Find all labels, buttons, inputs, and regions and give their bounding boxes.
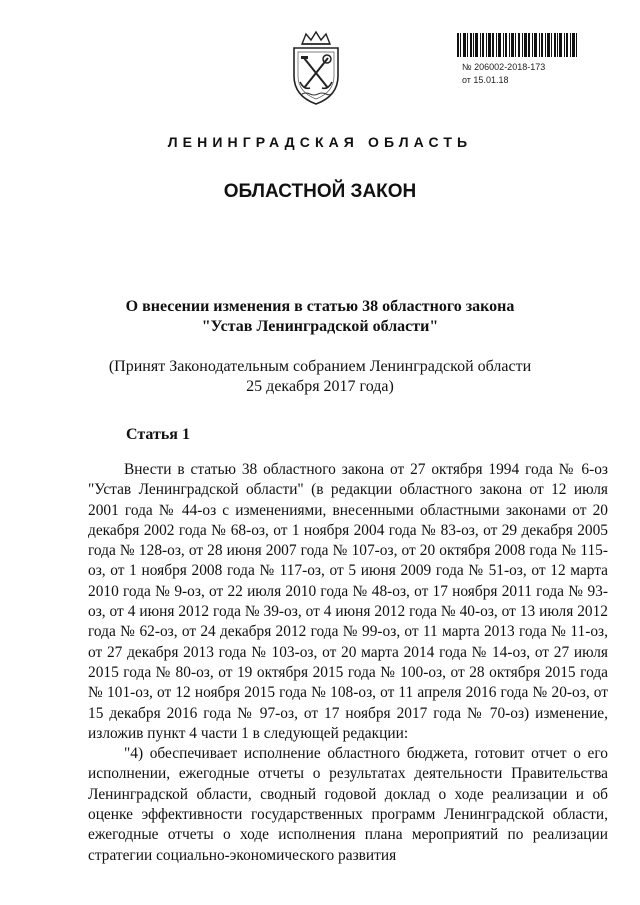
adoption-note xyxy=(0,357,640,397)
registration-number: № 206002-2018-173 xyxy=(462,62,546,72)
registration-date: от 15.01.18 xyxy=(462,75,509,85)
article-body xyxy=(88,460,608,866)
adoption-note-line-1: (Принят Законодательным собранием Ленинградской области xyxy=(108,358,532,375)
adoption-note-line-2: 25 декабря 2017 года) xyxy=(246,378,394,395)
body-paragraph-1: Внести в статью 38 областного закона от 27 октября 1994 года № 6-оз "Устав Ленинградской области" (в редакции областного закона от 12 июля 2001 года № 44-оз с изменениями, внесенными областными законами от 20 декабря 2002 года № 68-оз, от 1 ноября 2004 года № 83-оз, от 29 декабря 2005 года № 128-оз, от 28 июня 2007 года № 107-оз, от 20 октября 2008 года № 115-оз, от 1 ноября 2008 года № 117-оз, от 5 июня 2009 года № 51-оз, от 12 марта 2010 года № 9-оз, от 22 июля 2010 года № 48-оз, от 17 ноября 2011 года № 93-оз, от 4 июня 2012 года № 39-оз, от 4 июня 2012 года № 40-оз, от 13 июля 2012 года № 62-оз, от 24 декабря 2012 года № 99-оз, от 11 марта 2013 года № 11-оз, от 27 декабря 2013 года № 103-оз, от 20 марта 2014 года № 14-оз, от 27 июля 2015 года № 80-оз, от 19 октября 2015 года № 100-оз, от 28 октября 2015 года № 101-оз, от 12 ноября 2015 года № 108-оз, от 11 апреля 2016 года № 20-оз, от 15 декабря 2016 года № 97-оз, от 17 ноября 2017 года № 70-оз) изменение, изложив пункт 4 части 1 в следующей редакции: xyxy=(88,461,608,742)
article-heading: Статья 1 xyxy=(126,426,190,443)
region-name: ЛЕНИНГРАДСКАЯ ОБЛАСТЬ xyxy=(167,134,473,150)
law-title-line-2: "Устав Ленинградской области" xyxy=(201,318,439,335)
registration-stamp xyxy=(462,61,545,87)
barcode-icon xyxy=(457,33,577,57)
body-paragraph-2: "4) обеспечивает исполнение областного бюджета, готовит отчет о его исполнении, ежегодные отчеты о результатах деятельности Правительства Ленинградской области, сводный годовой доклад о ходе реализации и об оценке эффективности государственных программ Ленинградской области, ежегодные отчеты о ходе исполнения плана мероприятий по реализации стратегии социально-экономического развития xyxy=(88,745,608,864)
document-type: ОБЛАСТНОЙ ЗАКОН xyxy=(223,181,417,202)
leningrad-oblast-coat-of-arms-icon xyxy=(286,30,346,108)
law-title-line-1: О внесении изменения в статью 38 областного закона xyxy=(125,298,515,315)
law-title xyxy=(0,297,640,337)
